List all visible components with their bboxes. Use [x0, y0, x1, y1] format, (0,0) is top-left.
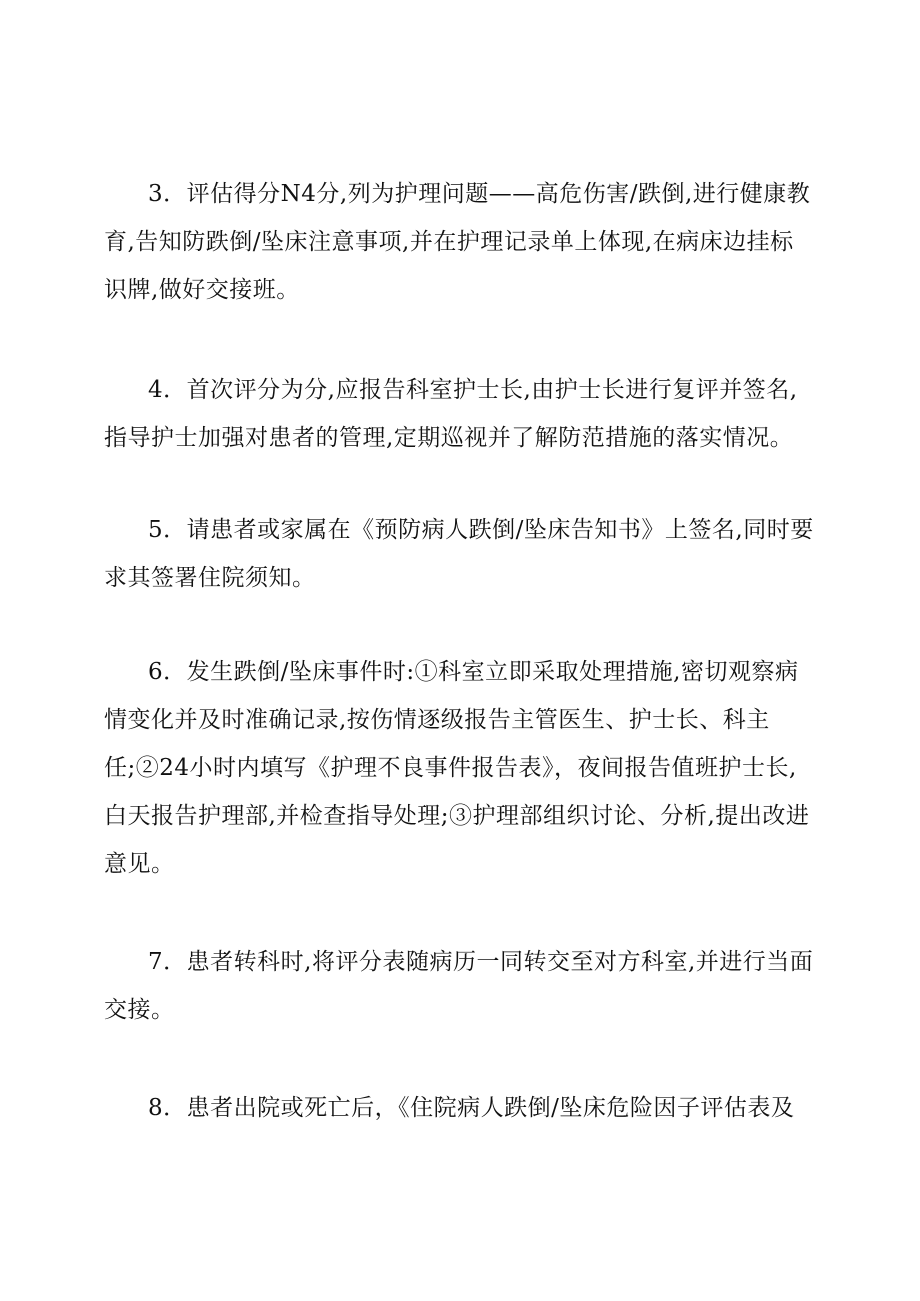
- paragraph-item-4: [104, 366, 824, 462]
- paragraph-line: 3．评估得分N4分,列为护理问题——高危伤害/跌倒,进行健康教: [148, 181, 811, 207]
- paragraph-item-5: [104, 506, 824, 602]
- paragraph-item-6: [104, 648, 824, 888]
- paragraph-line: 7．患者转科时,将评分表随病历一同转交至对方科室,并进行当面: [148, 949, 814, 975]
- paragraph-line: 情变化并及时准确记录,按伤情逐级报告主管医生、护士长、科主: [104, 707, 770, 733]
- paragraph-line: 育,告知防跌倒/坠床注意事项,并在护理记录单上体现,在病床边挂标: [104, 229, 794, 255]
- paragraph-line: 白天报告护理部,并检查指导处理;③护理部组织讨论、分析,提出改进: [104, 803, 810, 829]
- paragraph-line: 6．发生跌倒/坠床事件时:①科室立即采取处理措施,密切观察病: [148, 659, 799, 685]
- paragraph-line: 指导护士加强对患者的管理,定期巡视并了解防范措施的落实情况。: [104, 425, 794, 451]
- paragraph-line: 任;②24小时内填写《护理不良事件报告表》，夜间报告值班护士长,: [104, 755, 797, 781]
- paragraph-line: 识牌,做好交接班。: [104, 277, 300, 303]
- paragraph-item-3: [104, 170, 824, 314]
- paragraph-line: 交接。: [104, 997, 175, 1023]
- paragraph-line: 5．请患者或家属在《预防病人跌倒/坠床告知书》上签名,同时要: [148, 517, 814, 543]
- paragraph-line: 求其签署住院须知。: [104, 565, 316, 591]
- paragraph-item-8: [104, 1084, 824, 1132]
- paragraph-line: 8．患者出院或死亡后，《住院病人跌倒/坠床危险因子评估表及: [148, 1095, 795, 1121]
- paragraph-item-7: [104, 938, 824, 1034]
- paragraph-line: 4．首次评分为分,应报告科室护士长,由护士长进行复评并签名,: [148, 377, 798, 403]
- paragraph-line: 意见。: [104, 851, 175, 877]
